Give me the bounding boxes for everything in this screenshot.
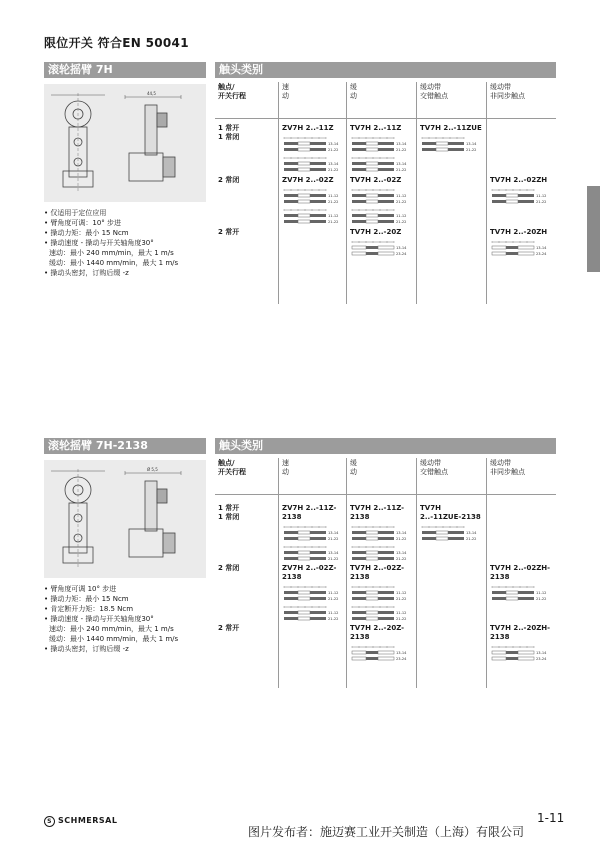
roller-front bbox=[157, 489, 167, 503]
contact-open bbox=[492, 651, 506, 654]
contact-open bbox=[366, 597, 378, 600]
contact-open bbox=[352, 657, 366, 660]
feature-item: • 操动速度 - 操动与开关轴角度30° bbox=[44, 614, 214, 624]
contact-bar bbox=[352, 551, 366, 554]
terminal-label: 11-12 bbox=[396, 194, 407, 198]
contact-bar bbox=[284, 148, 298, 151]
terminal-label: 13-14 bbox=[466, 531, 477, 535]
head-body bbox=[129, 529, 163, 557]
contact-bar bbox=[310, 537, 326, 540]
feature-item: 速动：最小 240 mm/min，最大 1 m/s bbox=[49, 625, 174, 633]
contact-bar bbox=[448, 537, 464, 540]
terminal-label: 23-24 bbox=[396, 252, 407, 256]
terminal-label: 11-12 bbox=[396, 611, 407, 615]
switching-diagram-icon bbox=[490, 240, 552, 260]
contact-open bbox=[366, 611, 378, 614]
product-code: TV7H 2..-02Z bbox=[350, 176, 402, 184]
contact-bar bbox=[310, 597, 326, 600]
switching-diagram-icon bbox=[350, 605, 412, 625]
product-drawing-icon bbox=[41, 463, 209, 575]
contact-bar bbox=[506, 657, 518, 660]
switching-diagram-icon bbox=[420, 525, 482, 545]
contact-open bbox=[298, 162, 310, 165]
terminal-label: 13-14 bbox=[328, 551, 339, 555]
contact-open bbox=[506, 200, 518, 203]
contact-bar bbox=[352, 148, 366, 151]
contact-bar bbox=[492, 597, 506, 600]
feature-item: • 操动头密封，订购后缀 -z bbox=[44, 268, 214, 278]
contact-bar bbox=[366, 246, 378, 249]
product-code: TV7H 2..-11ZUE-2138 bbox=[420, 504, 481, 521]
terminal-label: 23-24 bbox=[396, 657, 407, 661]
contact-open bbox=[378, 651, 394, 654]
contact-open bbox=[298, 537, 310, 540]
product-code: TV7H 2..-20Z bbox=[350, 228, 402, 236]
terminal-label: 13-14 bbox=[466, 142, 477, 146]
contact-open bbox=[298, 168, 310, 171]
feature-item: • 臂角度可调：10° 步进 bbox=[44, 218, 214, 228]
switching-diagram-icon bbox=[490, 585, 552, 605]
column-divider bbox=[486, 82, 487, 304]
contact-bar bbox=[492, 194, 506, 197]
product-code: ZV7H 2..-02Z- 2138 bbox=[282, 564, 337, 581]
terminal-label: 21-22 bbox=[396, 168, 407, 172]
terminal-label: 13-14 bbox=[328, 142, 339, 146]
contact-bar bbox=[448, 148, 464, 151]
terminal-label: 21-22 bbox=[396, 537, 407, 541]
section-title: 滚轮摇臂 7H-2138 bbox=[44, 438, 206, 454]
contact-bar bbox=[378, 611, 394, 614]
contact-bar bbox=[378, 591, 394, 594]
column-divider bbox=[416, 82, 417, 304]
contact-bar bbox=[378, 551, 394, 554]
feature-item: • 操动力矩：最小 15 Ncm bbox=[44, 594, 214, 604]
roller-front bbox=[157, 113, 167, 127]
contact-bar bbox=[378, 194, 394, 197]
contact-bar bbox=[518, 194, 534, 197]
contact-bar bbox=[310, 220, 326, 223]
terminal-label: 11-12 bbox=[536, 194, 547, 198]
switching-diagram-icon bbox=[282, 545, 344, 565]
contact-bar bbox=[284, 142, 298, 145]
contact-bar bbox=[366, 657, 378, 660]
switching-diagram-icon bbox=[350, 545, 412, 565]
switching-diagram-icon bbox=[350, 240, 412, 260]
contact-open bbox=[506, 194, 518, 197]
terminal-label: 21-22 bbox=[396, 597, 407, 601]
terminal-label: 13-14 bbox=[328, 162, 339, 166]
feature-item: 缓动：最小 1440 mm/min，最大 1 m/s bbox=[49, 635, 179, 643]
product-code: TV7H 2..-20ZH bbox=[490, 228, 548, 236]
contact-open bbox=[298, 214, 310, 217]
contact-bar bbox=[378, 597, 394, 600]
terminal-label: 23-24 bbox=[536, 252, 547, 256]
contact-open bbox=[298, 591, 310, 594]
feature-list bbox=[44, 208, 214, 278]
switching-diagram-icon bbox=[490, 645, 552, 665]
dim-label: Ø 5,5 bbox=[147, 467, 158, 472]
contact-open bbox=[298, 617, 310, 620]
contact-open bbox=[298, 551, 310, 554]
terminal-label: 21-22 bbox=[396, 200, 407, 204]
col-header-3: 缓动带 交错触点 bbox=[420, 459, 448, 476]
col-header-4: 缓动带 非同步触点 bbox=[490, 83, 525, 100]
contact-open bbox=[366, 142, 378, 145]
contact-bar bbox=[310, 531, 326, 534]
contact-open bbox=[298, 220, 310, 223]
contact-bar bbox=[284, 551, 298, 554]
terminal-label: 11-12 bbox=[328, 611, 339, 615]
switching-diagram-icon bbox=[282, 188, 344, 208]
contact-bar bbox=[366, 651, 378, 654]
product-code: TV7H 2..-11Z- 2138 bbox=[350, 504, 405, 521]
contact-bar bbox=[378, 200, 394, 203]
brand-name: SCHMERSAL bbox=[58, 816, 118, 825]
contact-open bbox=[518, 246, 534, 249]
contact-bar bbox=[284, 617, 298, 620]
terminal-label: 21-22 bbox=[396, 617, 407, 621]
contact-bar bbox=[352, 142, 366, 145]
terminal-label: 11-12 bbox=[536, 591, 547, 595]
terminal-label: 21-22 bbox=[328, 168, 339, 172]
switching-diagram-icon bbox=[350, 188, 412, 208]
terminal-label: 13-14 bbox=[536, 651, 547, 655]
feature-item: • 仅适用于定位应用 bbox=[44, 208, 214, 218]
switching-diagram-icon bbox=[350, 585, 412, 605]
product-code: TV7H 2..-02ZH- 2138 bbox=[490, 564, 551, 581]
contact-bar bbox=[352, 611, 366, 614]
contact-open bbox=[298, 148, 310, 151]
contact-bar bbox=[284, 531, 298, 534]
row-label: 1 常开 1 常闭 bbox=[218, 504, 240, 521]
row-label: 1 常开 1 常闭 bbox=[218, 124, 240, 141]
contact-bar bbox=[378, 142, 394, 145]
contact-open bbox=[298, 611, 310, 614]
contact-open bbox=[436, 142, 448, 145]
dim-label: 44,5 bbox=[147, 91, 156, 96]
contact-open bbox=[366, 557, 378, 560]
contact-bar bbox=[518, 597, 534, 600]
contact-bar bbox=[284, 194, 298, 197]
page-title: 限位开关 符合EN 50041 bbox=[44, 36, 189, 50]
column-divider bbox=[278, 82, 279, 304]
terminal-label: 21-22 bbox=[328, 200, 339, 204]
contact-bar bbox=[352, 557, 366, 560]
switching-diagram-icon bbox=[490, 188, 552, 208]
contact-open bbox=[366, 531, 378, 534]
terminal-label: 21-22 bbox=[328, 537, 339, 541]
product-code: ZV7H 2..-11Z bbox=[282, 124, 334, 132]
contact-open bbox=[378, 252, 394, 255]
contact-open bbox=[506, 591, 518, 594]
contact-bar bbox=[378, 531, 394, 534]
contact-bar bbox=[284, 611, 298, 614]
contact-open bbox=[436, 148, 448, 151]
row-label: 2 常开 bbox=[218, 228, 240, 236]
feature-item: • 肯定断开力矩：18.5 Ncm bbox=[44, 604, 214, 614]
contact-bar bbox=[448, 531, 464, 534]
contact-bar bbox=[310, 551, 326, 554]
feature-item: 缓动：最小 1440 mm/min，最大 1 m/s bbox=[49, 259, 179, 267]
terminal-label: 13-14 bbox=[396, 246, 407, 250]
column-divider bbox=[486, 458, 487, 688]
contact-bar bbox=[378, 617, 394, 620]
contact-open bbox=[298, 557, 310, 560]
contact-bar bbox=[518, 200, 534, 203]
contact-open bbox=[366, 591, 378, 594]
contact-open bbox=[436, 531, 448, 534]
switching-diagram-icon bbox=[282, 156, 344, 176]
contact-bar bbox=[310, 591, 326, 594]
product-code: TV7H 2..-20Z- 2138 bbox=[350, 624, 405, 641]
contact-open bbox=[492, 657, 506, 660]
contact-open bbox=[518, 657, 534, 660]
switching-diagram-icon bbox=[282, 605, 344, 625]
terminal-label: 11-12 bbox=[396, 214, 407, 218]
contact-bar bbox=[378, 537, 394, 540]
contact-bar bbox=[422, 531, 436, 534]
page-number: 1-11 bbox=[537, 811, 565, 825]
contact-open bbox=[366, 168, 378, 171]
row-label: 2 常开 bbox=[218, 624, 240, 632]
contact-bar bbox=[284, 168, 298, 171]
terminal-label: 21-22 bbox=[328, 617, 339, 621]
terminal-label: 21-22 bbox=[328, 557, 339, 561]
terminal-label: 21-22 bbox=[396, 148, 407, 152]
product-code: TV7H 2..-02Z- 2138 bbox=[350, 564, 405, 581]
col-header-4: 缓动带 非同步触点 bbox=[490, 459, 525, 476]
contact-bar bbox=[310, 168, 326, 171]
row-label: 2 常闭 bbox=[218, 176, 240, 184]
dimension-drawing bbox=[44, 84, 206, 202]
terminal-label: 23-24 bbox=[536, 657, 547, 661]
switching-diagram-icon bbox=[282, 585, 344, 605]
contact-bar bbox=[352, 168, 366, 171]
contact-open bbox=[298, 200, 310, 203]
contact-bar bbox=[378, 220, 394, 223]
contact-bar bbox=[352, 531, 366, 534]
contact-bar bbox=[492, 200, 506, 203]
contact-bar bbox=[506, 252, 518, 255]
contact-bar bbox=[378, 162, 394, 165]
terminal-label: 11-12 bbox=[328, 214, 339, 218]
dimension-drawing bbox=[44, 460, 206, 578]
contact-bar bbox=[352, 200, 366, 203]
product-code: TV7H 2..-11ZUE bbox=[420, 124, 482, 132]
publisher-watermark: 图片发布者：施迈赛工业开关制造（上海）有限公司 bbox=[248, 825, 525, 839]
contact-open bbox=[298, 531, 310, 534]
col-header-1: 速 动 bbox=[282, 459, 289, 476]
contact-bar bbox=[284, 557, 298, 560]
contact-bar bbox=[310, 194, 326, 197]
contact-open bbox=[366, 194, 378, 197]
col-header-contacts: 触点/ 开关行程 bbox=[218, 459, 246, 476]
column-divider bbox=[278, 458, 279, 688]
footer-brand bbox=[44, 816, 117, 827]
feature-item: 速动：最小 240 mm/min，最大 1 m/s bbox=[49, 249, 174, 257]
contact-bar bbox=[506, 246, 518, 249]
contact-open bbox=[378, 246, 394, 249]
contact-bar bbox=[284, 162, 298, 165]
contact-bar bbox=[284, 591, 298, 594]
contact-bar bbox=[422, 142, 436, 145]
feature-list bbox=[44, 584, 214, 654]
contact-bar bbox=[284, 220, 298, 223]
contact-open bbox=[366, 162, 378, 165]
col-header-contacts: 触点/ 开关行程 bbox=[218, 83, 246, 100]
terminal-label: 21-22 bbox=[466, 537, 477, 541]
terminal-label: 11-12 bbox=[328, 194, 339, 198]
col-header-1: 速 动 bbox=[282, 83, 289, 100]
schmersal-logo-icon: S bbox=[44, 816, 55, 827]
switching-diagram-icon bbox=[420, 136, 482, 156]
contact-bar bbox=[352, 162, 366, 165]
contact-bar bbox=[492, 591, 506, 594]
product-code: TV7H 2..-02ZH bbox=[490, 176, 548, 184]
contact-bar bbox=[284, 537, 298, 540]
col-header-2: 缓 动 bbox=[350, 459, 357, 476]
shaft bbox=[163, 157, 175, 177]
chapter-tab bbox=[587, 186, 600, 272]
contact-bar bbox=[310, 142, 326, 145]
product-code: ZV7H 2..-11Z- 2138 bbox=[282, 504, 337, 521]
terminal-label: 11-12 bbox=[328, 591, 339, 595]
contact-bar bbox=[310, 148, 326, 151]
contact-open bbox=[518, 252, 534, 255]
product-code: TV7H 2..-11Z bbox=[350, 124, 402, 132]
contact-open bbox=[366, 214, 378, 217]
terminal-label: 13-14 bbox=[536, 246, 547, 250]
contact-bar bbox=[378, 214, 394, 217]
contact-bar bbox=[310, 617, 326, 620]
switching-diagram-icon bbox=[282, 136, 344, 156]
terminal-label: 21-22 bbox=[536, 200, 547, 204]
section-title: 滚轮摇臂 7H bbox=[44, 62, 206, 78]
column-divider bbox=[346, 458, 347, 688]
contact-open bbox=[378, 657, 394, 660]
contact-open bbox=[492, 246, 506, 249]
col-header-3: 缓动带 交错触点 bbox=[420, 83, 448, 100]
lever-front bbox=[145, 105, 157, 155]
header-rule bbox=[215, 494, 556, 495]
contact-bar bbox=[378, 168, 394, 171]
feature-item: • 操动速度 - 操动与开关轴角度30° bbox=[44, 238, 214, 248]
contact-bar bbox=[284, 597, 298, 600]
product-code: ZV7H 2..-02Z bbox=[282, 176, 334, 184]
column-divider bbox=[416, 458, 417, 688]
terminal-label: 13-14 bbox=[396, 142, 407, 146]
terminal-label: 11-12 bbox=[396, 591, 407, 595]
contact-open bbox=[366, 148, 378, 151]
switching-diagram-icon bbox=[350, 156, 412, 176]
contact-bar bbox=[310, 214, 326, 217]
contact-open bbox=[352, 246, 366, 249]
contact-open bbox=[436, 537, 448, 540]
column-divider bbox=[346, 82, 347, 304]
contact-open bbox=[492, 252, 506, 255]
terminal-label: 21-22 bbox=[396, 220, 407, 224]
col-header-2: 缓 动 bbox=[350, 83, 357, 100]
shaft bbox=[163, 533, 175, 553]
contact-bar bbox=[352, 617, 366, 620]
contact-bar bbox=[352, 597, 366, 600]
contact-bar bbox=[352, 220, 366, 223]
contact-bar bbox=[422, 537, 436, 540]
contact-bar bbox=[518, 591, 534, 594]
terminal-label: 13-14 bbox=[396, 162, 407, 166]
terminal-label: 13-14 bbox=[396, 651, 407, 655]
contact-open bbox=[506, 597, 518, 600]
switching-diagram-icon bbox=[350, 208, 412, 228]
contact-bar bbox=[378, 557, 394, 560]
switching-diagram-icon bbox=[282, 525, 344, 545]
terminal-label: 21-22 bbox=[536, 597, 547, 601]
terminal-label: 21-22 bbox=[396, 557, 407, 561]
contact-open bbox=[366, 220, 378, 223]
contact-bar bbox=[310, 611, 326, 614]
contact-open bbox=[366, 537, 378, 540]
contact-open bbox=[298, 194, 310, 197]
contact-type-header: 触头类别 bbox=[215, 62, 556, 78]
switching-diagram-icon bbox=[350, 645, 412, 665]
terminal-label: 21-22 bbox=[466, 148, 477, 152]
switching-diagram-icon bbox=[350, 525, 412, 545]
terminal-label: 21-22 bbox=[328, 220, 339, 224]
terminal-label: 13-14 bbox=[328, 531, 339, 535]
contact-bar bbox=[378, 148, 394, 151]
contact-bar bbox=[352, 591, 366, 594]
feature-item: • 操动头密封，订购后缀 -z bbox=[44, 644, 214, 654]
contact-open bbox=[298, 597, 310, 600]
contact-open bbox=[366, 200, 378, 203]
feature-item: • 操动力矩：最小 15 Ncm bbox=[44, 228, 214, 238]
contact-open bbox=[352, 651, 366, 654]
contact-open bbox=[366, 551, 378, 554]
contact-open bbox=[352, 252, 366, 255]
contact-bar bbox=[310, 200, 326, 203]
contact-open bbox=[366, 617, 378, 620]
terminal-label: 13-14 bbox=[396, 551, 407, 555]
contact-open bbox=[298, 142, 310, 145]
contact-bar bbox=[352, 194, 366, 197]
contact-type-header: 触头类别 bbox=[215, 438, 556, 454]
contact-bar bbox=[310, 557, 326, 560]
contact-bar bbox=[352, 537, 366, 540]
feature-item: • 臂角度可调 10° 步进 bbox=[44, 584, 214, 594]
contact-bar bbox=[284, 214, 298, 217]
row-label: 2 常闭 bbox=[218, 564, 240, 572]
head-body bbox=[129, 153, 163, 181]
terminal-label: 21-22 bbox=[328, 597, 339, 601]
product-code: TV7H 2..-20ZH- 2138 bbox=[490, 624, 551, 641]
terminal-label: 13-14 bbox=[396, 531, 407, 535]
contact-bar bbox=[352, 214, 366, 217]
header-rule bbox=[215, 118, 556, 119]
contact-bar bbox=[506, 651, 518, 654]
contact-bar bbox=[422, 148, 436, 151]
terminal-label: 21-22 bbox=[328, 148, 339, 152]
contact-bar bbox=[366, 252, 378, 255]
contact-bar bbox=[310, 162, 326, 165]
contact-bar bbox=[284, 200, 298, 203]
switching-diagram-icon bbox=[350, 136, 412, 156]
contact-open bbox=[518, 651, 534, 654]
switching-diagram-icon bbox=[282, 208, 344, 228]
lever-front bbox=[145, 481, 157, 531]
product-drawing-icon bbox=[41, 87, 209, 199]
contact-bar bbox=[448, 142, 464, 145]
